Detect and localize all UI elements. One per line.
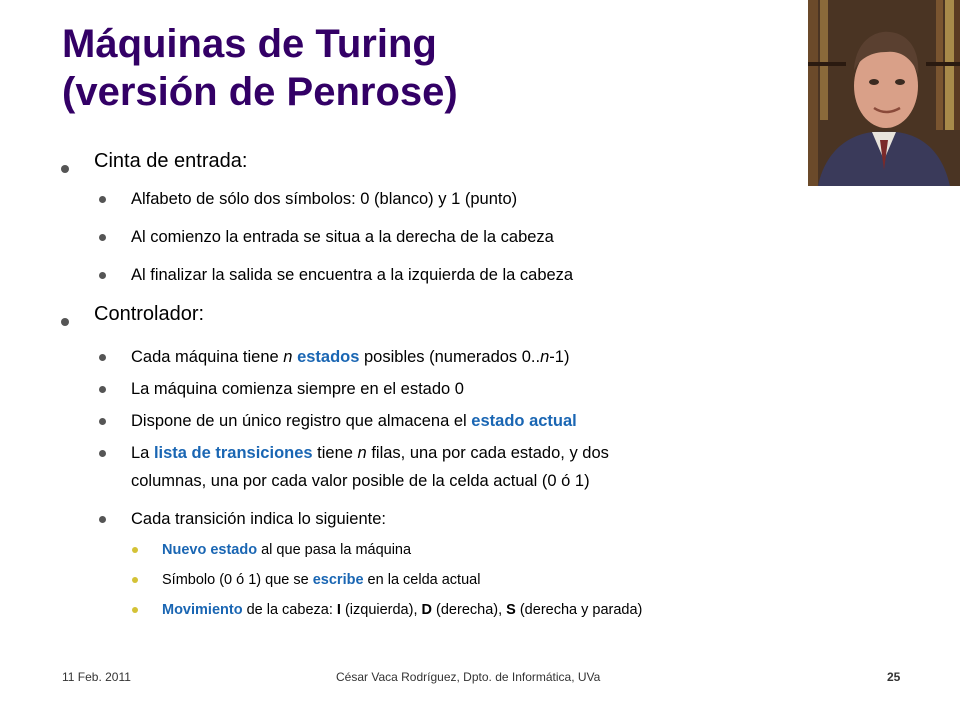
section-heading-controller: Controlador: bbox=[94, 303, 205, 325]
bullet-dot bbox=[99, 450, 106, 457]
bullet-dot bbox=[99, 386, 106, 393]
portrait-photo bbox=[808, 0, 960, 186]
bullet-dot bbox=[99, 354, 106, 361]
controller-item-transitions: La lista de transiciones tiene n filas, una por cada estado, y dos bbox=[131, 444, 609, 462]
controller-item-states: Cada máquina tiene n estados posibles (numerados 0..n-1) bbox=[131, 348, 570, 366]
title-line-2: (versión de Penrose) bbox=[62, 70, 458, 114]
tape-item-output: Al finalizar la salida se encuentra a la izquierda de la cabeza bbox=[131, 266, 574, 284]
footer-date: 11 Feb. 2011 bbox=[62, 670, 131, 684]
bullet-dot bbox=[99, 418, 106, 425]
tape-item-alphabet: Alfabeto de sólo dos símbolos: 0 (blanco) y 1 (punto) bbox=[131, 190, 518, 208]
bullet-dot bbox=[99, 234, 106, 241]
page-number: 25 bbox=[887, 670, 901, 684]
bullet-dot bbox=[61, 318, 69, 326]
sub-item-new-state: Nuevo estado al que pasa la máquina bbox=[162, 542, 412, 558]
footer-author: César Vaca Rodríguez, Dpto. de Informática, UVa bbox=[336, 670, 601, 684]
controller-item-transition-content: Cada transición indica lo siguiente: bbox=[131, 510, 386, 528]
tape-item-input: Al comienzo la entrada se situa a la derecha de la cabeza bbox=[131, 228, 554, 246]
title-line-1: Máquinas de Turing bbox=[62, 22, 437, 66]
controller-item-start: La máquina comienza siempre en el estado 0 bbox=[131, 380, 464, 398]
bullet-dot bbox=[61, 165, 69, 173]
section-heading-tape: Cinta de entrada: bbox=[94, 150, 248, 172]
bullet-dot bbox=[132, 547, 138, 553]
bullet-dot bbox=[99, 272, 106, 279]
bullet-dot bbox=[132, 607, 138, 613]
controller-item-transitions-line2: columnas, una por cada valor posible de la celda actual (0 ó 1) bbox=[131, 472, 590, 490]
bullet-dot bbox=[99, 196, 106, 203]
sub-item-movement: Movimiento de la cabeza: I (izquierda), D (derecha), S (derecha y parada) bbox=[162, 602, 643, 618]
slide-title bbox=[62, 20, 458, 116]
bullet-dot bbox=[132, 577, 138, 583]
sub-item-symbol: Símbolo (0 ó 1) que se escribe en la celda actual bbox=[162, 572, 481, 588]
bullet-dot bbox=[99, 516, 106, 523]
controller-item-register: Dispone de un único registro que almacena el estado actual bbox=[131, 412, 577, 430]
